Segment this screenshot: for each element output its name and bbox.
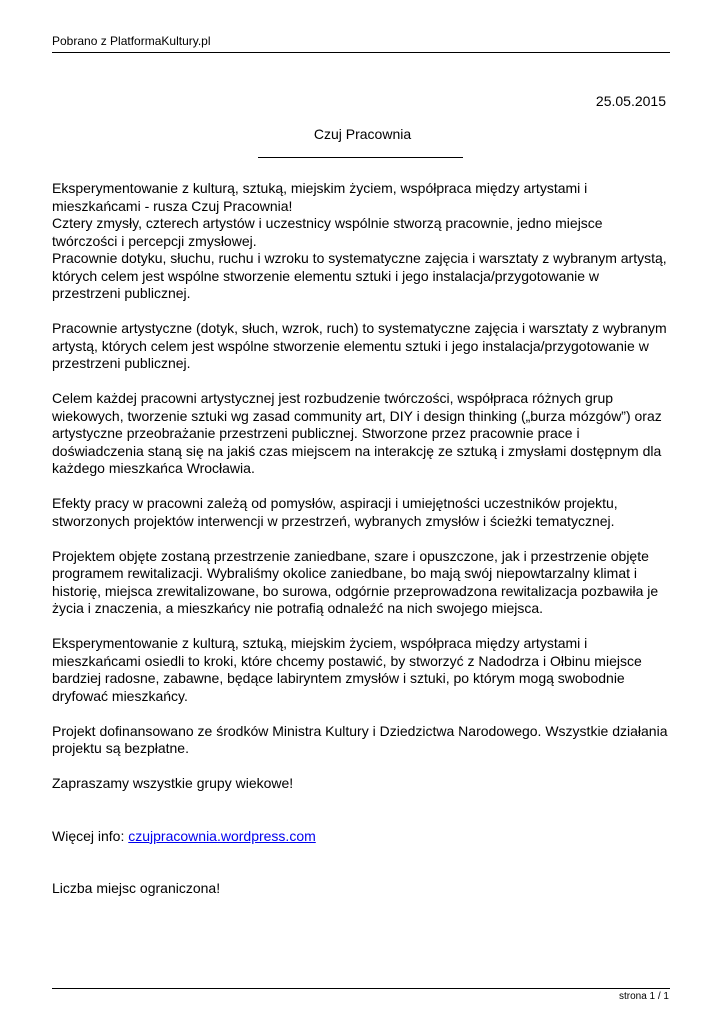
paragraph-goal: Celem każdej pracowni artystycznej jest rozbudzenie twórczości, współpraca różnych grup wiekowych, tworzenie sztuki wg zasad community art, DIY i design thinking („burza mózgów”) oraz artystyczne przeobrażanie przestrzeni publicznej. Stworzone przez pracownie prace i doświadczenia staną się na jakiś czas miejscem na interakcję ze sztuką i zmysłami dostępnym dla każdego mieszkańca Wrocławia. bbox=[52, 390, 662, 476]
page-number: strona 1 / 1 bbox=[618, 991, 669, 1002]
document-body bbox=[52, 180, 670, 915]
title-underline bbox=[258, 157, 463, 158]
header-divider bbox=[52, 52, 670, 53]
info-label: Więcej info: bbox=[52, 827, 129, 844]
source-header: Pobrano z PlatformaKultury.pl bbox=[52, 34, 211, 48]
document-title: Czuj Pracownia bbox=[313, 126, 412, 142]
info-line bbox=[52, 828, 670, 846]
closing-note: Liczba miejsc ograniczona! bbox=[52, 880, 221, 896]
footer-divider bbox=[52, 988, 670, 989]
spacer bbox=[52, 810, 670, 828]
paragraph-invitation: Zapraszamy wszystkie grupy wiekowe! bbox=[52, 775, 294, 791]
paragraph-intro: Eksperymentowanie z kulturą, sztuką, miejskim życiem, współpraca między artystami i mieszkańcami - rusza Czuj Pracownia! bbox=[52, 180, 588, 214]
paragraph-workshops: Pracownie dotyku, słuchu, ruchu i wzroku to systematyczne zajęcia i warsztaty z wybranym artystą, których celem jest wspólne stworzenie elementu sztuki i jego instalacja/przygotowanie w przestrzeni publicznej. bbox=[52, 250, 667, 301]
paragraph-senses: Cztery zmysły, czterech artystów i uczestnicy wspólnie stworzą pracownie, jedno miejsce twórczości i percepcji zmysłowej. bbox=[52, 215, 603, 249]
paragraph-experiment: Eksperymentowanie z kulturą, sztuką, miejskim życiem, współpraca między artystami i mieszkańcami osiedli to kroki, które chcemy postawić, by stworzyć z Nadodrza i Ołbinu miejsce bardziej radosne, zabawne, będące labiryntem zmysłów i sztuki, po którym mogą swobodnie dryfować mieszkańcy. bbox=[52, 635, 642, 704]
paragraph-spaces: Projektem objęte zostaną przestrzenie zaniedbane, szare i opuszczone, jak i przestrzenie objęte programem rewitalizacji. Wybraliśmy okolice zaniedbane, bo mają swój niepowtarzalny klimat i historię, miejsca zrewitalizowane, bo surowa, odgórnie przeprowadzona rewitalizacja pozbawiła je życia i znaczenia, a mieszkańcy nie potrafią odnaleźć na nich swojego miejsca. bbox=[52, 547, 659, 616]
paragraph-funding: Projekt dofinansowano ze środków Ministra Kultury i Dziedzictwa Narodowego. Wszystkie działania projektu są bezpłatne. bbox=[52, 722, 668, 756]
info-link[interactable]: czujpracownia.wordpress.com bbox=[128, 827, 316, 844]
document-date: 25.05.2015 bbox=[595, 93, 666, 109]
paragraph-effects: Efekty pracy w pracowni zależą od pomysłów, aspiracji i umiejętności uczestników projektu, stworzonych projektów interwencji w przestrzeń, wybranych zmysłów i ścieżki tematycznej. bbox=[52, 495, 618, 529]
spacer bbox=[52, 863, 670, 881]
paragraph-art-workshops: Pracownie artystyczne (dotyk, słuch, wzrok, ruch) to systematyczne zajęcia i warsztaty z wybranym artystą, których celem jest wspólne stworzenie elementu sztuki i jego instalacja/przygotowanie w przestrzeni publicznej. bbox=[52, 320, 667, 371]
